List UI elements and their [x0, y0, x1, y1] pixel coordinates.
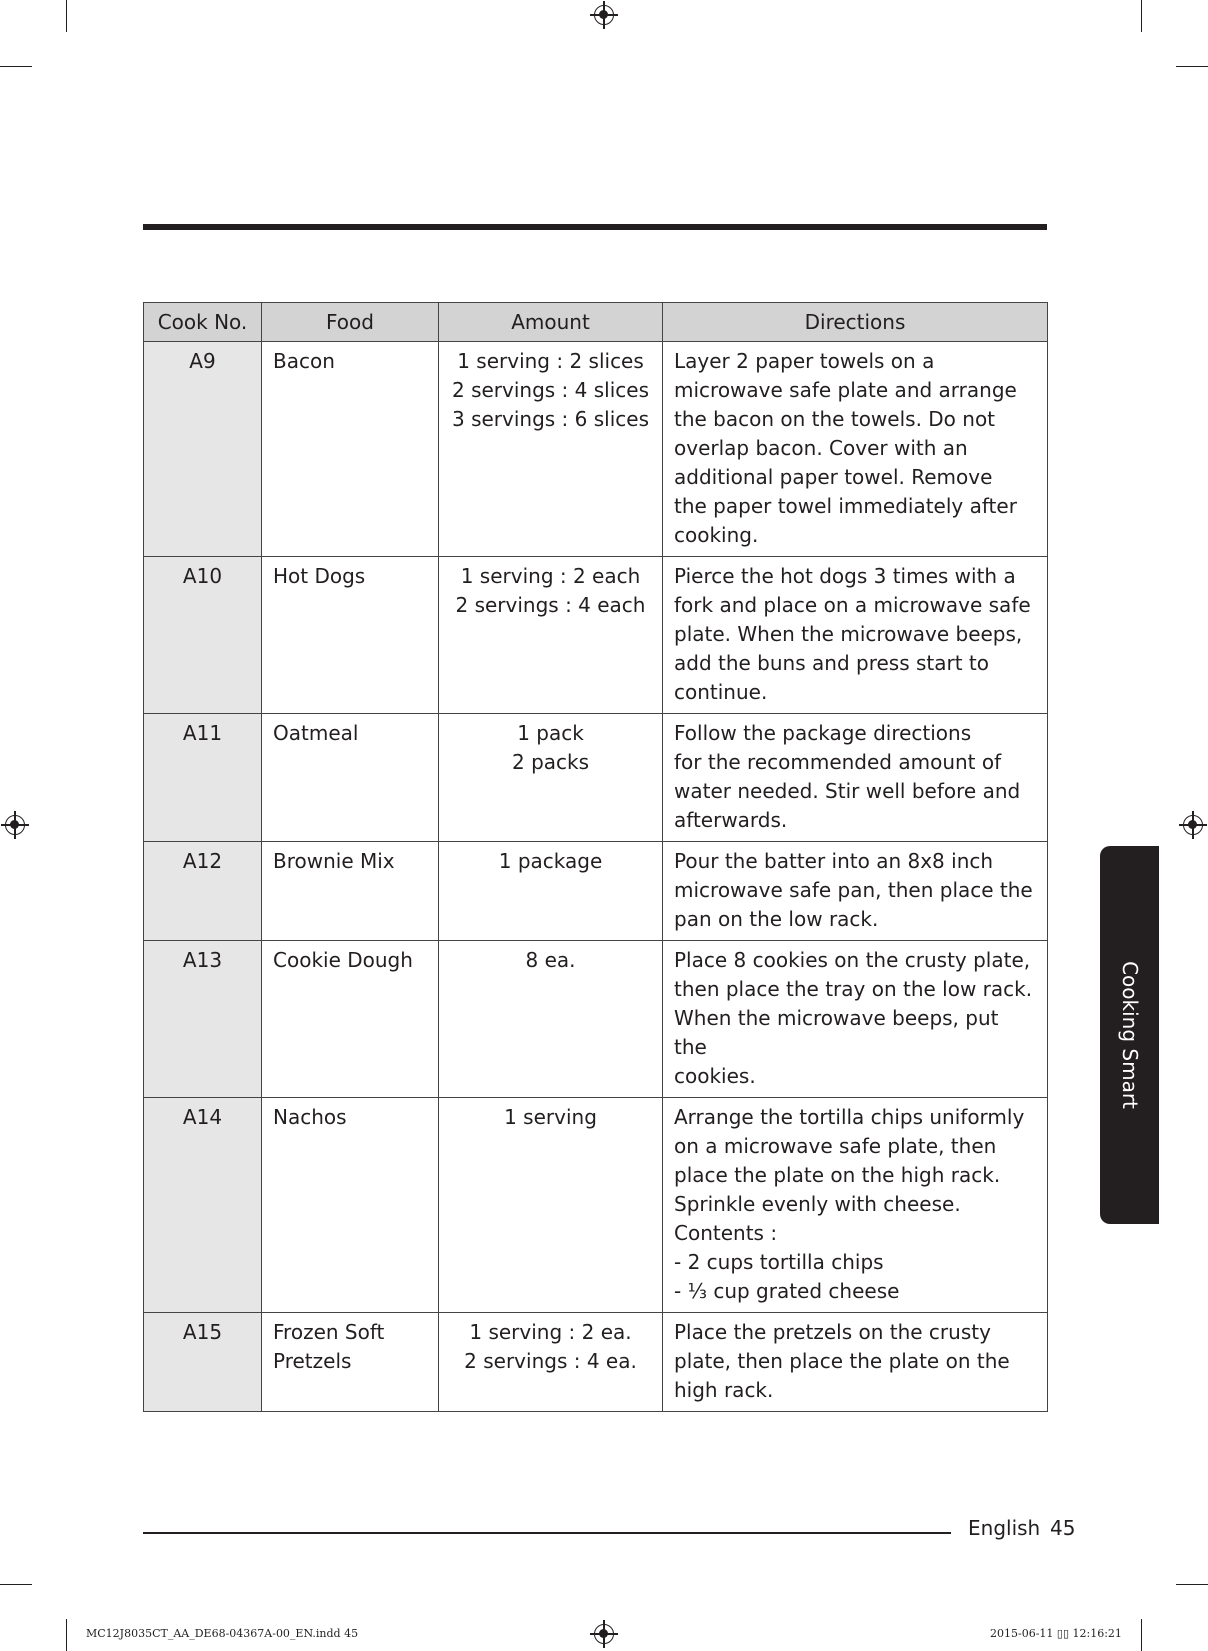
directions-cell	[663, 1313, 1048, 1412]
directions-line: Place the pretzels on the crusty	[674, 1320, 991, 1344]
directions-line: cookies.	[674, 1064, 756, 1088]
amount-line: 1 serving : 2 each	[460, 564, 641, 588]
header-rule	[143, 224, 1047, 230]
amount-cell	[439, 941, 663, 1098]
cook-number-cell: A13	[144, 941, 262, 1098]
food-cell: Brownie Mix	[262, 842, 439, 941]
directions-line: then place the tray on the low rack.	[674, 977, 1033, 1001]
directions-line: When the microwave beeps, put the	[674, 1006, 999, 1059]
table-row	[144, 1098, 1048, 1313]
crop-mark	[1176, 66, 1208, 67]
directions-line: continue.	[674, 680, 768, 704]
food-cell: Frozen Soft Pretzels	[262, 1313, 439, 1412]
amount-line: 3 servings : 6 slices	[451, 407, 649, 431]
directions-line: Arrange the tortilla chips uniformly	[674, 1105, 1025, 1129]
footer-rule	[143, 1532, 951, 1534]
food-cell: Hot Dogs	[262, 557, 439, 714]
amount-line: 2 packs	[511, 750, 590, 774]
directions-line: the bacon on the towels. Do not	[674, 407, 996, 431]
food-cell: Bacon	[262, 342, 439, 557]
page-number: 45	[1050, 1516, 1076, 1540]
amount-line: 1 serving	[504, 1105, 597, 1129]
amount-line: 1 serving : 2 slices	[457, 349, 644, 373]
side-tab	[1100, 846, 1159, 1224]
directions-line: Layer 2 paper towels on a	[674, 349, 935, 373]
directions-cell	[663, 342, 1048, 557]
directions-cell	[663, 1098, 1048, 1313]
table-row	[144, 842, 1048, 941]
registration-mark-icon	[5, 815, 25, 835]
amount-line: 8 ea.	[525, 948, 576, 972]
amount-line: 1 package	[498, 849, 603, 873]
table-header-row	[144, 303, 1048, 342]
directions-line: plate. When the microwave beeps,	[674, 622, 1023, 646]
crop-mark	[0, 1584, 32, 1585]
crop-mark	[0, 66, 32, 67]
registration-mark-icon	[594, 5, 614, 25]
crop-mark	[1141, 1619, 1142, 1651]
cook-number-cell: A10	[144, 557, 262, 714]
table-row	[144, 557, 1048, 714]
directions-line: Contents :	[674, 1221, 778, 1245]
amount-cell	[439, 714, 663, 842]
food-cell: Cookie Dough	[262, 941, 439, 1098]
registration-mark-icon	[1183, 815, 1203, 835]
crop-mark	[66, 1619, 67, 1651]
directions-line: - ⅓ cup grated cheese	[674, 1279, 900, 1303]
column-header-food: Food	[262, 303, 439, 342]
cook-number-cell: A11	[144, 714, 262, 842]
amount-line: 2 servings : 4 each	[455, 593, 646, 617]
table-row	[144, 1313, 1048, 1412]
directions-line: the paper towel immediately after	[674, 494, 1017, 518]
directions-line: plate, then place the plate on the	[674, 1349, 1010, 1373]
directions-line: Sprinkle evenly with cheese.	[674, 1192, 961, 1216]
registration-mark-icon	[594, 1624, 614, 1644]
amount-cell	[439, 842, 663, 941]
directions-line: Pour the batter into an 8x8 inch	[674, 849, 994, 873]
amount-cell	[439, 557, 663, 714]
directions-line: - 2 cups tortilla chips	[674, 1250, 884, 1274]
directions-line: for the recommended amount of	[674, 750, 1002, 774]
side-tab-label: Cooking Smart	[1117, 961, 1142, 1109]
directions-line: Follow the package directions	[674, 721, 972, 745]
directions-line: microwave safe pan, then place the	[674, 878, 1033, 902]
crop-mark	[66, 0, 67, 32]
directions-line: water needed. Stir well before and	[674, 779, 1021, 803]
directions-line: afterwards.	[674, 808, 788, 832]
food-cell: Oatmeal	[262, 714, 439, 842]
directions-line: additional paper towel. Remove	[674, 465, 993, 489]
crop-mark	[1141, 0, 1142, 32]
table-row	[144, 342, 1048, 557]
directions-line: pan on the low rack.	[674, 907, 879, 931]
directions-cell	[663, 941, 1048, 1098]
directions-cell	[663, 714, 1048, 842]
amount-line: 2 servings : 4 ea.	[464, 1349, 637, 1373]
amount-cell	[439, 1098, 663, 1313]
cook-number-cell: A12	[144, 842, 262, 941]
cooking-table	[143, 302, 1048, 1412]
directions-line: high rack.	[674, 1378, 774, 1402]
column-header-directions: Directions	[663, 303, 1048, 342]
amount-line: 2 servings : 4 slices	[451, 378, 649, 402]
column-header-amount: Amount	[439, 303, 663, 342]
cook-number-cell: A9	[144, 342, 262, 557]
amount-line: 1 serving : 2 ea.	[469, 1320, 632, 1344]
column-header-cook-no: Cook No.	[144, 303, 262, 342]
print-slug-datetime: 2015-06-11 ▯▯ 12:16:21	[990, 1627, 1122, 1640]
print-slug-file: MC12J8035CT_AA_DE68-04367A-00_EN.indd 45	[86, 1627, 359, 1640]
directions-line: Place 8 cookies on the crusty plate,	[674, 948, 1031, 972]
directions-line: cooking.	[674, 523, 759, 547]
directions-line: microwave safe plate and arrange	[674, 378, 1017, 402]
cook-number-cell: A15	[144, 1313, 262, 1412]
crop-mark	[1176, 1584, 1208, 1585]
directions-line: add the buns and press start to	[674, 651, 989, 675]
table-row	[144, 714, 1048, 842]
directions-cell	[663, 557, 1048, 714]
directions-line: Pierce the hot dogs 3 times with a	[674, 564, 1016, 588]
directions-line: overlap bacon. Cover with an	[674, 436, 968, 460]
footer-language: English	[968, 1516, 1041, 1540]
directions-cell	[663, 842, 1048, 941]
table-body	[144, 342, 1048, 1412]
cook-number-cell: A14	[144, 1098, 262, 1313]
food-cell: Nachos	[262, 1098, 439, 1313]
directions-line: place the plate on the high rack.	[674, 1163, 1001, 1187]
table-row	[144, 941, 1048, 1098]
directions-line: fork and place on a microwave safe	[674, 593, 1031, 617]
amount-cell	[439, 342, 663, 557]
directions-line: on a microwave safe plate, then	[674, 1134, 997, 1158]
amount-cell	[439, 1313, 663, 1412]
amount-line: 1 pack	[517, 721, 584, 745]
